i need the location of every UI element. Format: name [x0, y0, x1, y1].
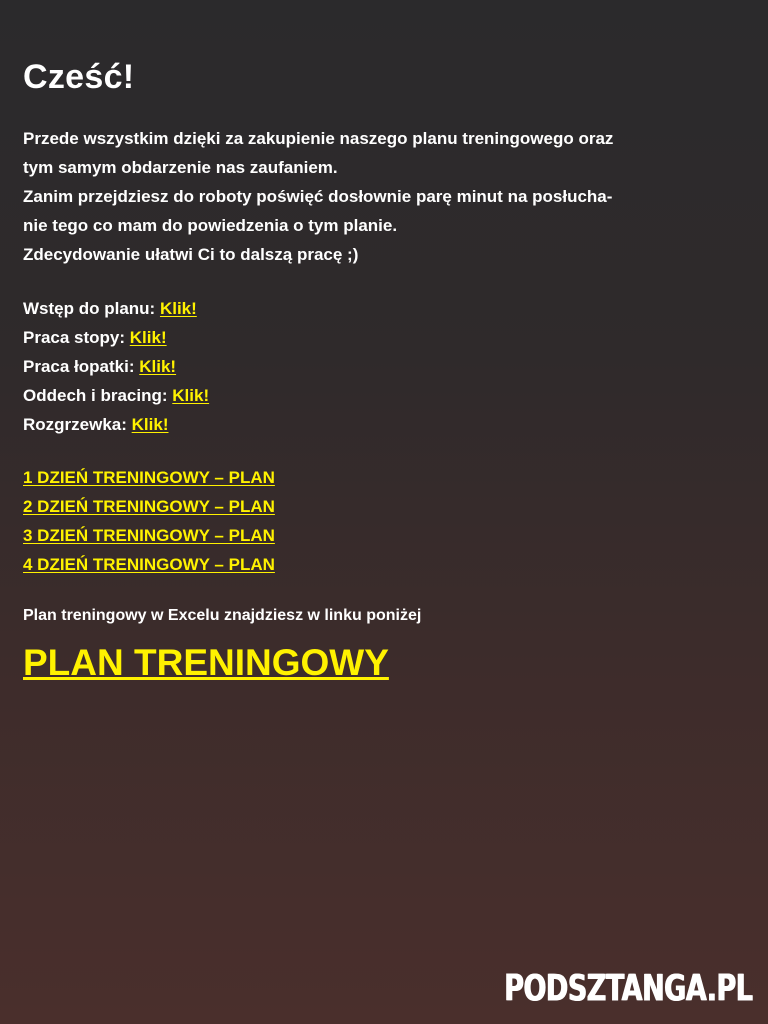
intro-line: Przede wszystkim dzięki za zakupienie naszego planu treningowego oraz	[23, 129, 614, 148]
intro-line: Zdecydowanie ułatwi Ci to dalszą pracę ;)	[23, 245, 359, 264]
intro-paragraph	[23, 124, 748, 269]
video-link-row-breathing	[23, 381, 209, 410]
video-link-row-intro	[23, 294, 209, 323]
training-day-3-link[interactable]: 3 DZIEŃ TRENINGOWY – PLAN	[23, 526, 275, 545]
video-link-warmup[interactable]: Klik!	[131, 415, 169, 434]
greeting-heading: Cześć!	[23, 58, 135, 96]
excel-note: Plan treningowy w Excelu znajdziesz w linku poniżej	[23, 607, 422, 624]
training-day-4-link[interactable]: 4 DZIEŃ TRENINGOWY – PLAN	[23, 555, 275, 574]
training-day-1-link[interactable]: 1 DZIEŃ TRENINGOWY – PLAN	[23, 468, 275, 487]
plan-spreadsheet-link[interactable]: PLAN TRENINGOWY	[23, 642, 389, 683]
video-link-intro[interactable]: Klik!	[159, 299, 197, 318]
video-link-foot[interactable]: Klik!	[129, 328, 167, 347]
video-link-breathing[interactable]: Klik!	[172, 386, 210, 405]
training-day-2-link[interactable]: 2 DZIEŃ TRENINGOWY – PLAN	[23, 497, 275, 516]
video-link-label: Praca stopy:	[23, 328, 126, 347]
video-link-scapula[interactable]: Klik!	[139, 357, 177, 376]
video-link-row-warmup	[23, 410, 209, 439]
video-link-row-scapula	[23, 352, 209, 381]
intro-line: tym samym obdarzenie nas zaufaniem.	[23, 158, 338, 177]
video-link-label: Wstęp do planu:	[23, 299, 156, 318]
video-link-label: Praca łopatki:	[23, 357, 135, 376]
brand-logo: PODSZTANGA.PL	[503, 968, 752, 1010]
training-days-list	[23, 463, 275, 579]
video-link-label: Rozgrzewka:	[23, 415, 127, 434]
intro-line: Zanim przejdziesz do roboty poświęć dosłownie parę minut na posłucha-	[23, 187, 613, 206]
video-link-row-foot	[23, 323, 209, 352]
video-links-list	[23, 294, 209, 439]
intro-line: nie tego co mam do powiedzenia o tym planie.	[23, 216, 398, 235]
video-link-label: Oddech i bracing:	[23, 386, 168, 405]
